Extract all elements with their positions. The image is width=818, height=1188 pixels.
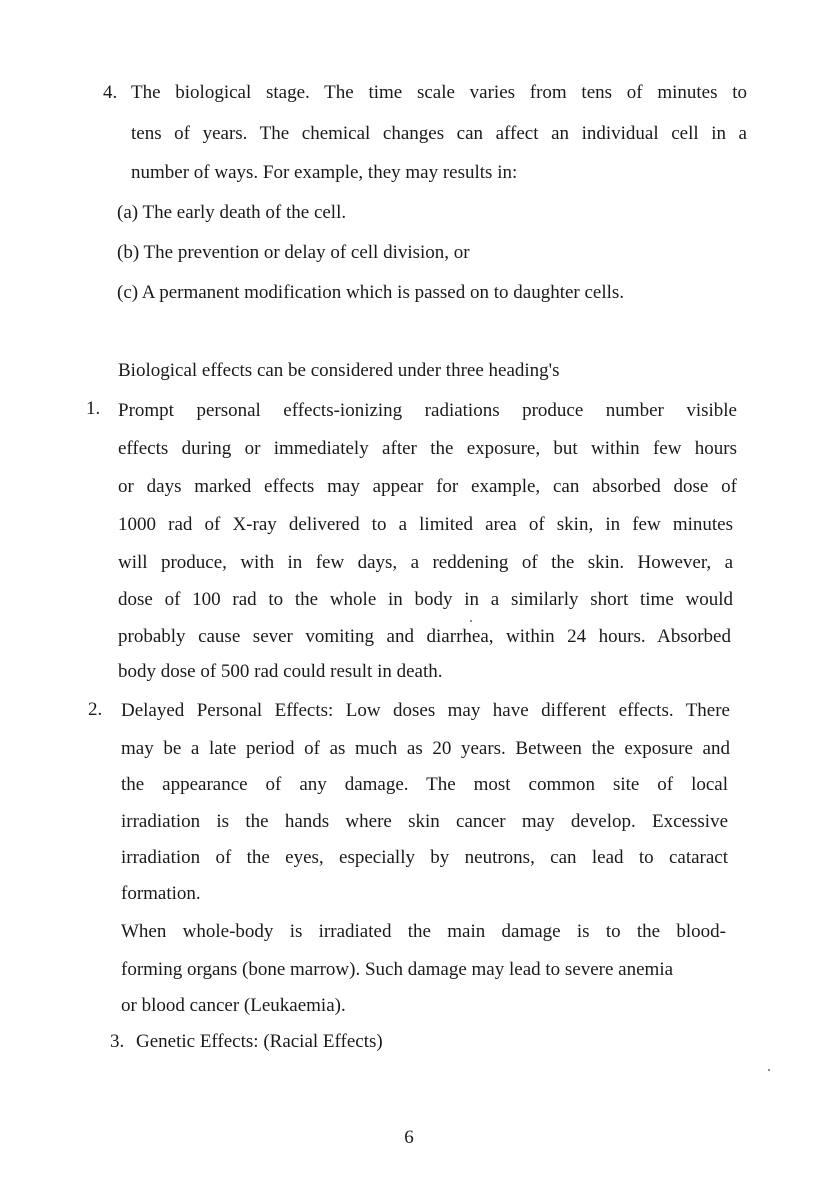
effect2-line-3: the appearance of any damage. The most common site of local xyxy=(121,774,728,795)
effect2-line-7: When whole-body is irradiated the main damage is to the blood- xyxy=(121,921,726,942)
effect1-line-8: body dose of 500 rad could result in death. xyxy=(118,661,443,682)
effect2-line-9: or blood cancer (Leukaemia). xyxy=(121,995,346,1016)
biological-effects-intro: Biological effects can be considered under three heading's xyxy=(118,360,560,381)
effect1-line-7: probably cause sever vomiting and diarrhea, within 24 hours. Absorbed xyxy=(118,626,731,647)
section4-item-b: (b) The prevention or delay of cell division, or xyxy=(117,242,470,263)
effect1-line-2: effects during or immediately after the exposure, but within few hours xyxy=(118,438,737,459)
scan-speck xyxy=(768,1069,770,1071)
section4-line-3: number of ways. For example, they may results in: xyxy=(131,162,518,183)
effect3-heading: Genetic Effects: (Racial Effects) xyxy=(136,1031,383,1052)
effect2-line-2: may be a late period of as much as 20 years. Between the exposure and xyxy=(121,738,730,759)
effect2-line-8: forming organs (bone marrow). Such damage may lead to severe anemia xyxy=(121,959,674,980)
section4-item-c: (c) A permanent modification which is passed on to daughter cells. xyxy=(117,282,625,303)
effect2-line-6: formation. xyxy=(121,883,201,904)
section4-line-1: The biological stage. The time scale varies from tens of minutes to xyxy=(131,82,747,103)
effect1-line-3: or days marked effects may appear for example, can absorbed dose of xyxy=(118,476,737,497)
page-number: 6 xyxy=(404,1127,414,1148)
list-number-3: 3. xyxy=(110,1031,125,1052)
list-number-4: 4. xyxy=(103,82,118,103)
section4-item-a: (a) The early death of the cell. xyxy=(117,202,347,223)
scan-speck xyxy=(470,620,472,622)
effect1-line-1: Prompt personal effects-ionizing radiations produce number visible xyxy=(118,400,737,421)
effect1-line-4: 1000 rad of X-ray delivered to a limited area of skin, in few minutes xyxy=(118,514,733,535)
effect1-line-6: dose of 100 rad to the whole in body in a similarly short time would xyxy=(118,589,733,610)
effect2-line-4: irradiation is the hands where skin cancer may develop. Excessive xyxy=(121,811,728,832)
effect2-line-1: Delayed Personal Effects: Low doses may have different effects. There xyxy=(121,700,730,721)
effect1-line-5: will produce, with in few days, a reddening of the skin. However, a xyxy=(118,552,733,573)
list-number-1: 1. xyxy=(86,398,101,419)
effect2-line-5: irradiation of the eyes, especially by neutrons, can lead to cataract xyxy=(121,847,728,868)
section4-line-2: tens of years. The chemical changes can affect an individual cell in a xyxy=(131,123,747,144)
list-number-2: 2. xyxy=(88,699,103,720)
